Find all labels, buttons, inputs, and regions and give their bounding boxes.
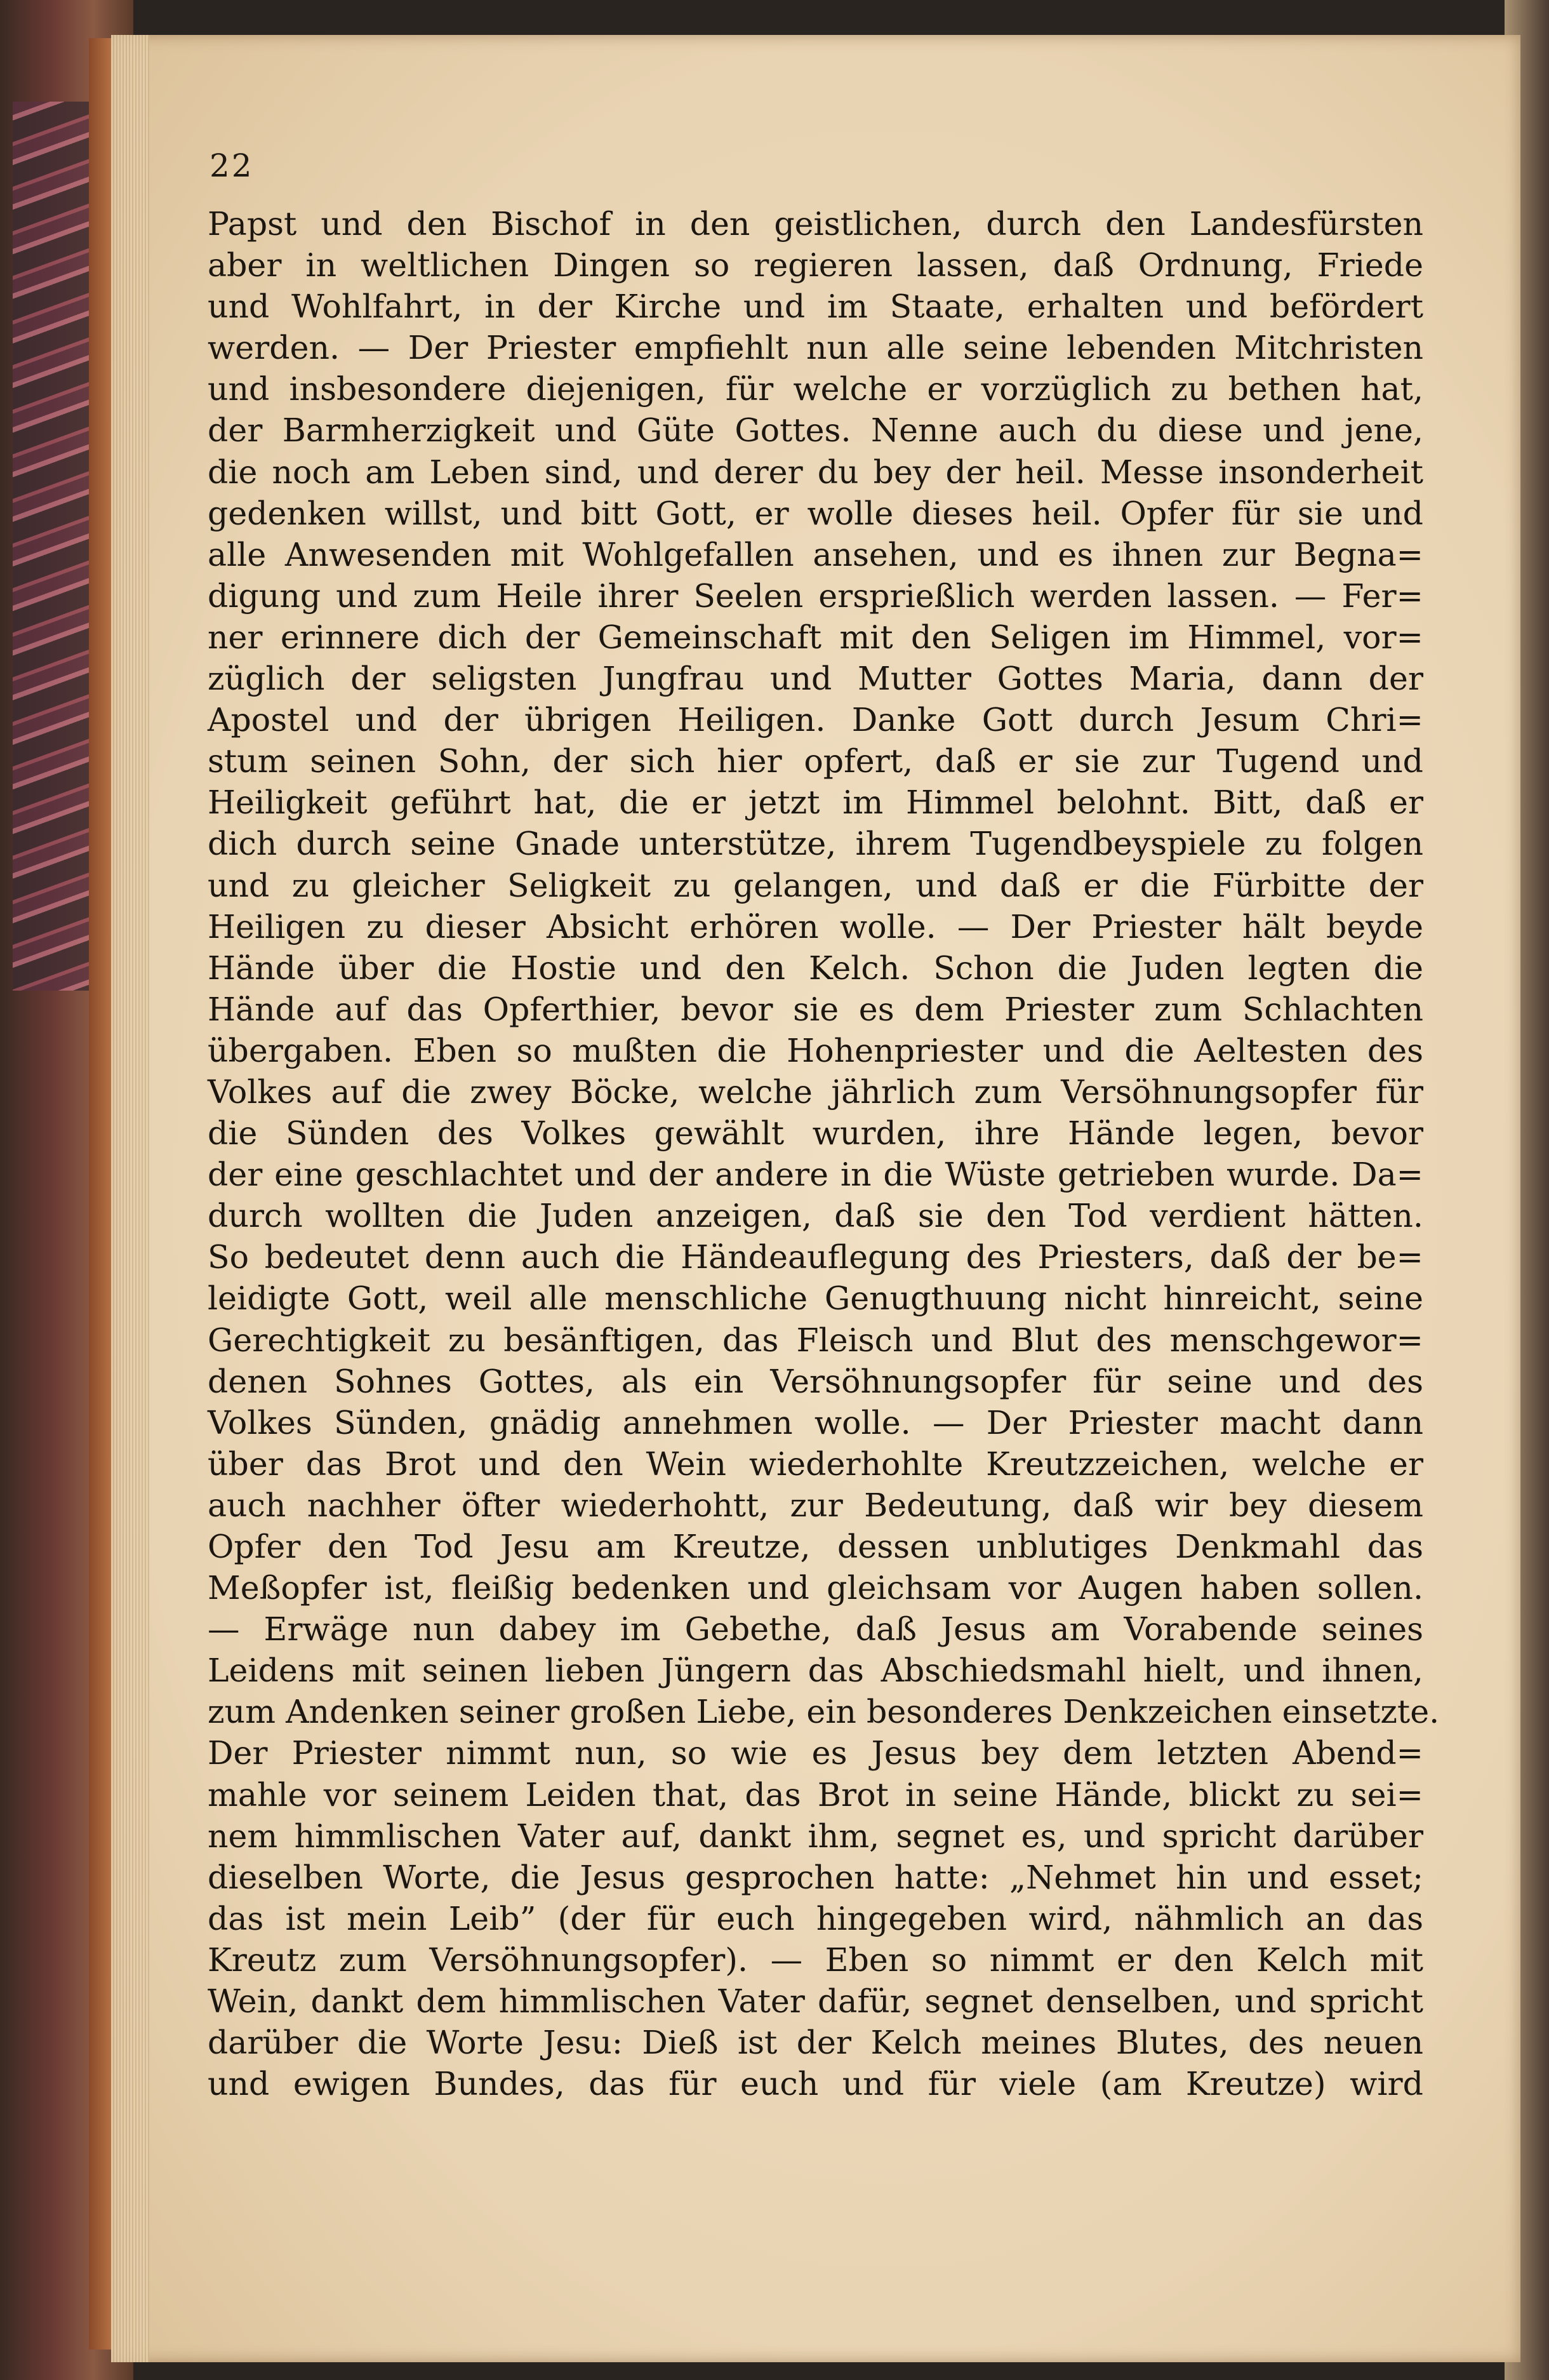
text-line: der Barmherzigkeit und Güte Gottes. Nenne auch du diese und jene, [208,411,1423,450]
text-line: Kreutz zum Versöhnungsopfer). — Eben so nimmt er den Kelch mit [208,1941,1423,1979]
text-line: Volkes auf die zwey Böcke, welche jährlich zum Versöhnungsopfer für [208,1073,1423,1111]
text-line: ner erinnere dich der Gemeinschaft mit den Seligen im Himmel, vor= [208,618,1423,656]
text-line: gedenken willst, und bitt Gott, er wolle dieses heil. Opfer für sie und [208,494,1423,532]
text-line: Hände auf das Opferthier, bevor sie es dem Priester zum Schlachten [208,990,1423,1028]
text-line: zum Andenken seiner großen Liebe, ein besonderes Denkzeichen einsetzte. [208,1693,1440,1731]
text-line: durch wollten die Juden anzeigen, daß sie den Tod verdient hätten. [208,1197,1423,1235]
text-line: Wein, dankt dem himmlischen Vater dafür, segnet denselben, und spricht [208,1982,1423,2021]
text-line: über das Brot und den Wein wiederhohlte Kreutzzeichen, welche er [208,1445,1423,1483]
text-line: die noch am Leben sind, und derer du bey der heil. Messe insonderheit [208,453,1423,491]
text-line: Papst und den Bischof in den geistlichen, durch den Landesfürsten [208,205,1423,243]
text-line: denen Sohnes Gottes, als ein Versöhnungsopfer für seine und des [208,1362,1423,1400]
text-line: und Wohlfahrt, in der Kirche und im Staate, erhalten und befördert [208,288,1423,326]
page-stack-edge [111,35,149,2362]
text-line: aber in weltlichen Dingen so regieren lassen, daß Ordnung, Friede [208,246,1423,284]
text-line: das ist mein Leib” (der für euch hingegeben wird, nähmlich an das [208,1899,1423,1937]
text-line: mahle vor seinem Leiden that, das Brot in seine Hände, blickt zu sei= [208,1775,1423,1814]
text-line: dich durch seine Gnade unterstütze, ihrem Tugendbeyspiele zu folgen [208,825,1423,863]
text-line: dieselben Worte, die Jesus gesprochen hatte: „Nehmet hin und esset; [208,1858,1423,1896]
text-line: und ewigen Bundes, das für euch und für viele (am Kreutze) wird [208,2065,1423,2103]
text-line: auch nachher öfter wiederhohtt, zur Bedeutung, daß wir bey diesem [208,1486,1423,1524]
text-line: züglich der seligsten Jungfrau und Mutter Gottes Maria, dann der [208,660,1423,698]
text-line: leidigte Gott, weil alle menschliche Genugthuung nicht hinreicht, seine [208,1280,1423,1318]
text-line: Heiligen zu dieser Absicht erhören wolle. — Der Priester hält beyde [208,907,1423,946]
text-line: Hände über die Hostie und den Kelch. Schon die Juden legten die [208,949,1423,987]
text-line: nem himmlischen Vater auf, dankt ihm, segnet es, und spricht darüber [208,1817,1423,1855]
text-line: stum seinen Sohn, der sich hier opfert, daß er sie zur Tugend und [208,742,1423,780]
text-line: Leidens mit seinen lieben Jüngern das Abschiedsmahl hielt, und ihnen, [208,1652,1423,1690]
page-number: 22 [209,147,254,184]
text-line: übergaben. Eben so mußten die Hohenpriester und die Aeltesten des [208,1031,1423,1069]
text-line: Volkes Sünden, gnädig annehmen wolle. — Der Priester macht dann [208,1403,1423,1441]
text-line: Der Priester nimmt nun, so wie es Jesus bey dem letzten Abend= [208,1734,1423,1772]
page-text [208,203,1440,2104]
text-line: Meßopfer ist, fleißig bedenken und gleichsam vor Augen haben sollen. [208,1569,1423,1607]
text-line: Heiligkeit geführt hat, die er jetzt im Himmel belohnt. Bitt, daß er [208,784,1423,822]
text-line: Apostel und der übrigen Heiligen. Danke Gott durch Jesum Chri= [208,701,1423,739]
text-line: werden. — Der Priester empfiehlt nun alle seine lebenden Mitchristen [208,329,1423,367]
text-line: — Erwäge nun dabey im Gebethe, daß Jesus am Vorabende seines [208,1610,1423,1648]
text-line: die Sünden des Volkes gewählt wurden, ihre Hände legen, bevor [208,1114,1423,1153]
text-line: und insbesondere diejenigen, für welche er vorzüglich zu bethen hat, [208,370,1423,408]
text-line: alle Anwesenden mit Wohlgefallen ansehen, und es ihnen zur Begna= [208,535,1423,573]
text-line: digung und zum Heile ihrer Seelen ersprießlich werden lassen. — Fer= [208,577,1423,615]
text-line: der eine geschlachtet und der andere in die Wüste getrieben wurde. Da= [208,1156,1423,1194]
text-line: darüber die Worte Jesu: Dieß ist der Kelch meines Blutes, des neuen [208,2024,1423,2062]
text-line: Gerechtigkeit zu besänftigen, das Fleisch und Blut des menschgewor= [208,1321,1423,1359]
text-line: und zu gleicher Seligkeit zu gelangen, und daß er die Fürbitte der [208,866,1423,904]
text-line: So bedeutet denn auch die Händeauflegung des Priesters, daß der be= [208,1238,1423,1276]
text-line: Opfer den Tod Jesu am Kreutze, dessen unblutiges Denkmahl das [208,1528,1423,1565]
